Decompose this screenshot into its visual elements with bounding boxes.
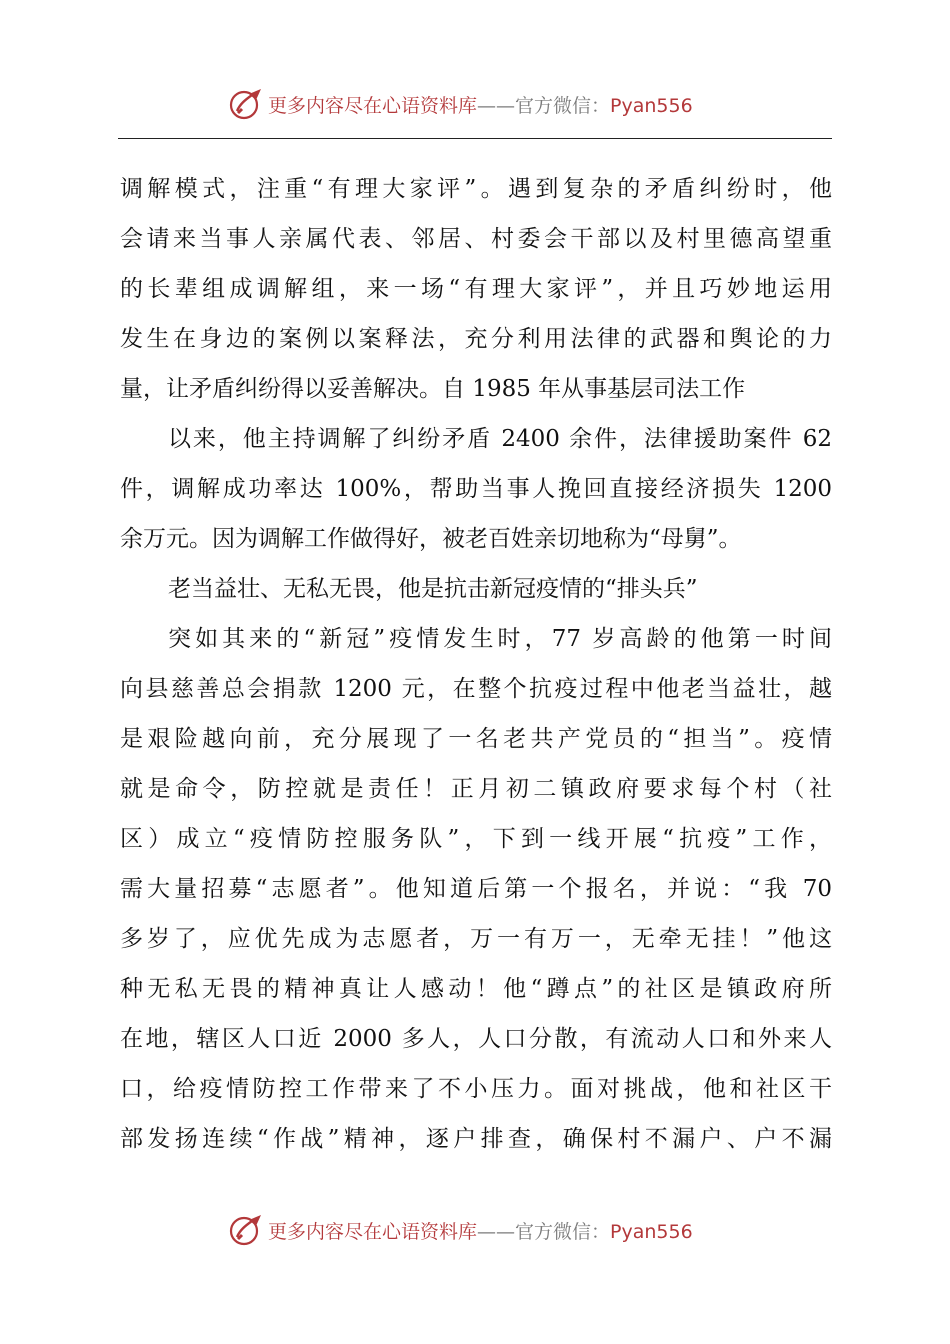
footer-banner-wechat-label: 官方微信： <box>515 1220 611 1243</box>
text-line: 多岁了，应优先成为志愿者，万一有万一，无牵无挂！”他这 <box>120 926 832 952</box>
pen-logo-icon <box>228 1212 264 1248</box>
footer-banner-text <box>268 1217 693 1244</box>
text-line: 需大量招募“志愿者”。他知道后第一个报名，并说：“我 70 <box>120 876 832 902</box>
footer-banner-wechat-id: Pyan556 <box>610 1220 693 1243</box>
footer-banner-separator: —— <box>477 1220 516 1243</box>
text-line: 的长辈组成调解组，来一场“有理大家评”，并且巧妙地运用 <box>120 276 832 302</box>
header-banner <box>0 84 950 124</box>
text-line: 件，调解成功率达 100%，帮助当事人挽回直接经济损失 1200 <box>120 476 832 502</box>
header-banner-text <box>268 91 693 118</box>
text-line: 发生在身边的案例以案释法，充分利用法律的武器和舆论的力 <box>120 326 832 352</box>
document-body <box>120 164 832 1164</box>
text-line: 会请来当事人亲属代表、邻居、村委会干部以及村里德高望重 <box>120 226 832 252</box>
section-heading: 老当益壮、无私无畏，他是抗击新冠疫情的“排头兵” <box>168 576 698 602</box>
text-line: 在地，辖区人口近 2000 多人，人口分散，有流动人口和外来人 <box>120 1026 832 1052</box>
text-line: 以来，他主持调解了纠纷矛盾 2400 余件，法律援助案件 62 <box>168 426 832 452</box>
text-line: 就是命令，防控就是责任！正月初二镇政府要求每个村（社 <box>120 776 832 802</box>
text-line: 部发扬连续“作战”精神，逐户排查，确保村不漏户、户不漏 <box>120 1126 832 1152</box>
footer-banner <box>0 1210 950 1250</box>
text-line: 调解模式，注重“有理大家评”。遇到复杂的矛盾纠纷时，他 <box>120 176 832 202</box>
text-line: 向县慈善总会捐款 1200 元，在整个抗疫过程中他老当益壮，越 <box>120 676 832 702</box>
header-divider <box>118 138 832 139</box>
pen-logo-icon <box>228 86 264 122</box>
text-line: 是艰险越向前，充分展现了一名老共产党员的“担当”。疫情 <box>120 726 832 752</box>
footer-banner-title: 更多内容尽在心语资料库 <box>268 1220 478 1243</box>
header-banner-title: 更多内容尽在心语资料库 <box>268 94 478 117</box>
text-line: 口，给疫情防控工作带来了不小压力。面对挑战，他和社区干 <box>120 1076 832 1102</box>
header-banner-separator: —— <box>477 94 516 117</box>
header-banner-wechat-label: 官方微信： <box>515 94 611 117</box>
text-line: 量，让矛盾纠纷得以妥善解决。自 1985 年从事基层司法工作 <box>120 376 746 402</box>
text-line: 种无私无畏的精神真让人感动！他“蹲点”的社区是镇政府所 <box>120 976 832 1002</box>
header-banner-wechat-id: Pyan556 <box>610 94 693 117</box>
text-line: 区）成立“疫情防控服务队”，下到一线开展“抗疫”工作， <box>120 826 832 852</box>
text-line: 余万元。因为调解工作做得好，被老百姓亲切地称为“母舅”。 <box>120 526 742 552</box>
text-line: 突如其来的“新冠”疫情发生时，77 岁高龄的他第一时间 <box>168 626 832 652</box>
